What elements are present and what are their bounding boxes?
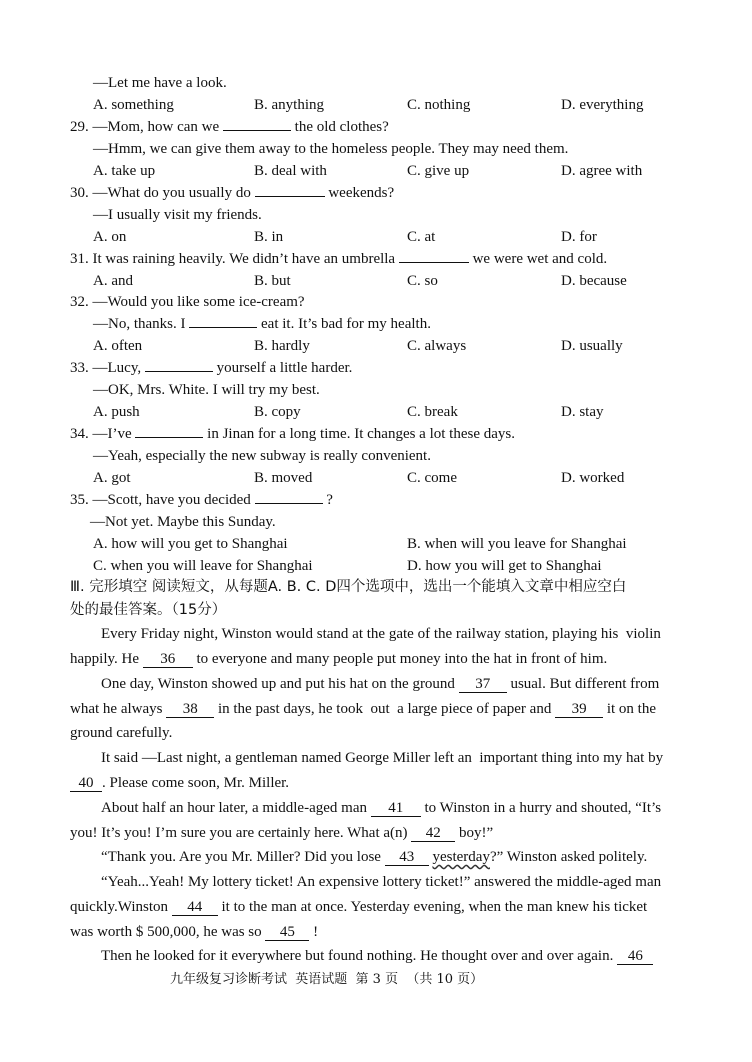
- q33-blank: [145, 371, 213, 372]
- q35-option-c: C. when you will leave for Shanghai: [93, 558, 313, 574]
- passage-p6-line1: “Yeah...Yeah! My lottery ticket! An expensive lottery ticket!” answered the middle-aged man: [101, 874, 662, 890]
- q30-option-d: D. for: [561, 229, 597, 245]
- q33-question: 33. —Lucy, yourself a little harder.: [70, 360, 353, 376]
- blank-40: 40: [70, 775, 102, 792]
- passage-p2-line2: what he always 38 in the past days, he took out a large piece of paper and 39 it on the: [70, 701, 657, 717]
- passage-p3-line2: 40 . Please come soon, Mr. Miller.: [70, 773, 289, 793]
- q35-option-d: D. how you will get to Shanghai: [407, 558, 602, 574]
- q30-reply: —I usually visit my friends.: [93, 207, 262, 223]
- q29-option-b: B. deal with: [254, 163, 327, 179]
- q33-option-a: A. push: [93, 404, 140, 420]
- passage-p3-line1: It said —Last night, a gentleman named George Miller left an important thing into my hat by: [101, 750, 664, 766]
- q33-reply: —OK, Mrs. White. I will try my best.: [93, 382, 320, 398]
- q28-option-b: B. anything: [254, 97, 324, 113]
- q31-blank: [399, 262, 469, 263]
- passage-p6-line2: quickly.Winston 44 it to the man at once. Yesterday evening, when the man knew his ticket: [70, 899, 648, 915]
- q31-option-c: C. so: [407, 273, 438, 289]
- q34-option-d: D. worked: [561, 470, 625, 486]
- q32-option-d: D. usually: [561, 338, 623, 354]
- passage-p2-line1: One day, Winston showed up and put his hat on the ground 37 usual. But different from: [101, 676, 660, 692]
- q28-option-c: C. nothing: [407, 97, 471, 113]
- q32-reply: —No, thanks. I eat it. It’s bad for my health.: [93, 316, 431, 332]
- q30-option-a: A. on: [93, 229, 127, 245]
- q30-question: 30. —What do you usually do weekends?: [70, 185, 395, 201]
- passage-p4-line1: About half an hour later, a middle-aged man 41 to Winston in a hurry and shouted, “It’s: [101, 800, 662, 816]
- q29-option-a: A. take up: [93, 163, 156, 179]
- q34-option-b: B. moved: [254, 470, 313, 486]
- blank-41: 41: [371, 800, 421, 817]
- q30-option-b: B. in: [254, 229, 284, 245]
- q34-option-c: C. come: [407, 470, 457, 486]
- q31-option-d: D. because: [561, 273, 627, 289]
- passage-p1-line2: happily. He 36 to everyone and many people put money into the hat in front of him.: [70, 651, 608, 667]
- q32-blank: [189, 327, 257, 328]
- q28-reply: —Let me have a look.: [93, 75, 227, 91]
- q33-option-d: D. stay: [561, 404, 604, 420]
- passage-p2-line3: ground carefully.: [70, 725, 173, 741]
- q29-blank: [223, 130, 291, 131]
- blank-39: 39: [555, 701, 603, 718]
- q34-question: 34. —I’ve in Jinan for a long time. It changes a lot these days.: [70, 426, 515, 442]
- q33-option-c: C. break: [407, 404, 458, 420]
- page-footer: 九年级复习诊断考试 英语试题 第 3 页 （共 10 页）: [170, 972, 484, 987]
- q29-option-d: D. agree with: [561, 163, 643, 179]
- q35-reply: —Not yet. Maybe this Sunday.: [90, 514, 276, 530]
- blank-43: 43: [385, 849, 429, 866]
- section-3-heading-cont: 处的最佳答案。（15分）: [70, 602, 227, 618]
- q35-question: 35. —Scott, have you decided ?: [70, 492, 333, 508]
- q29-question: 29. —Mom, how can we the old clothes?: [70, 119, 389, 135]
- passage-p4-line2: you! It’s you! I’m sure you are certainly here. What a(n) 42 boy!”: [70, 825, 494, 841]
- blank-38: 38: [166, 701, 214, 718]
- q31-option-a: A. and: [93, 273, 133, 289]
- q31-question: 31. It was raining heavily. We didn’t have an umbrella we were wet and cold.: [70, 251, 608, 267]
- q29-reply: —Hmm, we can give them away to the homeless people. They may need them.: [93, 141, 569, 157]
- q30-blank: [255, 196, 325, 197]
- blank-42: 42: [411, 825, 455, 842]
- q32-option-a: A. often: [93, 338, 143, 354]
- q34-option-a: A. got: [93, 470, 131, 486]
- passage-p6-line3: was worth $ 500,000, he was so 45 !: [70, 924, 319, 940]
- blank-45: 45: [265, 924, 309, 941]
- q34-blank: [135, 437, 203, 438]
- q29-option-c: C. give up: [407, 163, 470, 179]
- passage-p1-line1: Every Friday night, Winston would stand at the gate of the railway station, playing his violin: [101, 626, 661, 642]
- q28-option-d: D. everything: [561, 97, 644, 113]
- section-3-heading: Ⅲ. 完形填空 阅读短文，从每题A. B. C. D四个选项中，选出一个能填入文章中相应空白: [70, 579, 627, 595]
- q34-reply: —Yeah, especially the new subway is really convenient.: [93, 448, 431, 464]
- q35-blank: [255, 503, 323, 504]
- blank-36: 36: [143, 651, 193, 668]
- blank-46: 46: [617, 948, 653, 965]
- q32-option-c: C. always: [407, 338, 467, 354]
- q28-option-a: A. something: [93, 97, 174, 113]
- passage-p7: Then he looked for it everywhere but found nothing. He thought over and over again. 46: [101, 946, 653, 966]
- q35-option-a: A. how will you get to Shanghai: [93, 536, 288, 552]
- q35-option-b: B. when will you leave for Shanghai: [407, 536, 627, 552]
- q31-option-b: B. but: [254, 273, 291, 289]
- q30-option-c: C. at: [407, 229, 436, 245]
- q33-option-b: B. copy: [254, 404, 301, 420]
- blank-44: 44: [172, 899, 218, 916]
- q32-question: 32. —Would you like some ice-cream?: [70, 294, 305, 310]
- passage-p5: “Thank you. Are you Mr. Miller? Did you lose 43 yesterday?” Winston asked politely.: [101, 849, 648, 865]
- emphasized-word: yesterday: [432, 849, 490, 865]
- q32-option-b: B. hardly: [254, 338, 310, 354]
- blank-37: 37: [459, 676, 507, 693]
